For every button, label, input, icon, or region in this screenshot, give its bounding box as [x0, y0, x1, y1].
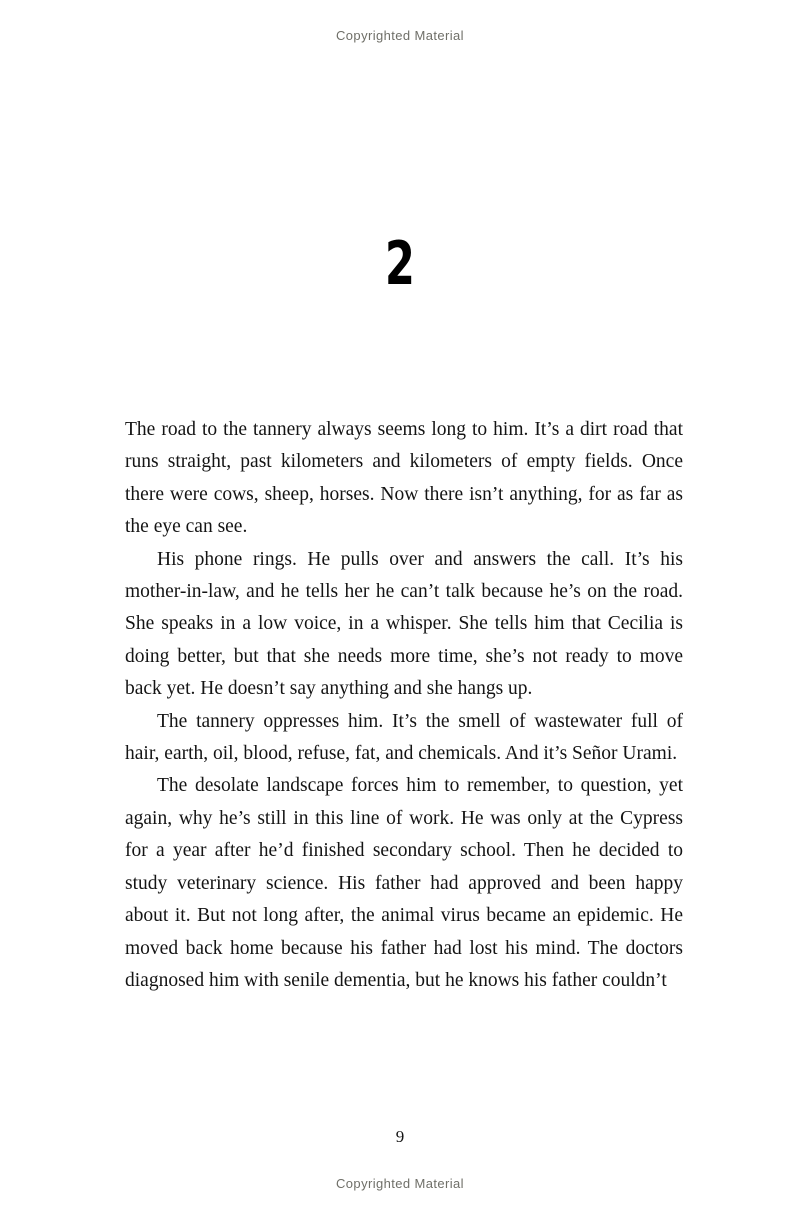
chapter-heading — [0, 229, 800, 299]
page-number: 9 — [395, 1127, 405, 1146]
body-paragraph: His phone rings. He pulls over and answers the call. It’s his mother-in-law, and he tells her he can’t talk because he’s on the road. She speaks in a low voice, in a whisper. She tells him that Cecilia is doing better, but that she needs more time, she’s not ready to move back yet. He doesn’t say anything and she hangs up. — [125, 548, 683, 700]
body-text — [125, 414, 683, 997]
copyright-notice-top: Copyrighted Material — [336, 28, 464, 43]
body-paragraph: The road to the tannery always seems long to him. It’s a dirt road that runs straight, past kilometers and kilometers of empty fields. Once there were cows, sheep, horses. Now there isn’t anything, for as far as the eye can see. — [125, 419, 683, 538]
copyright-notice-bottom: Copyrighted Material — [336, 1176, 464, 1191]
body-paragraph: The desolate landscape forces him to remember, to question, yet again, why he’s still in this line of work. He was only at the Cypress for a year after he’d finished secondary school. Then he decided to study veterinary science. His father had approved and been happy about it. But not long after, the animal virus became an epidemic. He moved back home because his father had lost his mind. The doctors diagnosed him with senile dementia, but he knows his father couldn’t — [125, 775, 683, 991]
body-paragraph: The tannery oppresses him. It’s the smell of wastewater full of hair, earth, oil, blood, refuse, fat, and chemicals. And it’s Señor Urami. — [125, 710, 683, 765]
chapter-number: 2 — [384, 229, 416, 299]
